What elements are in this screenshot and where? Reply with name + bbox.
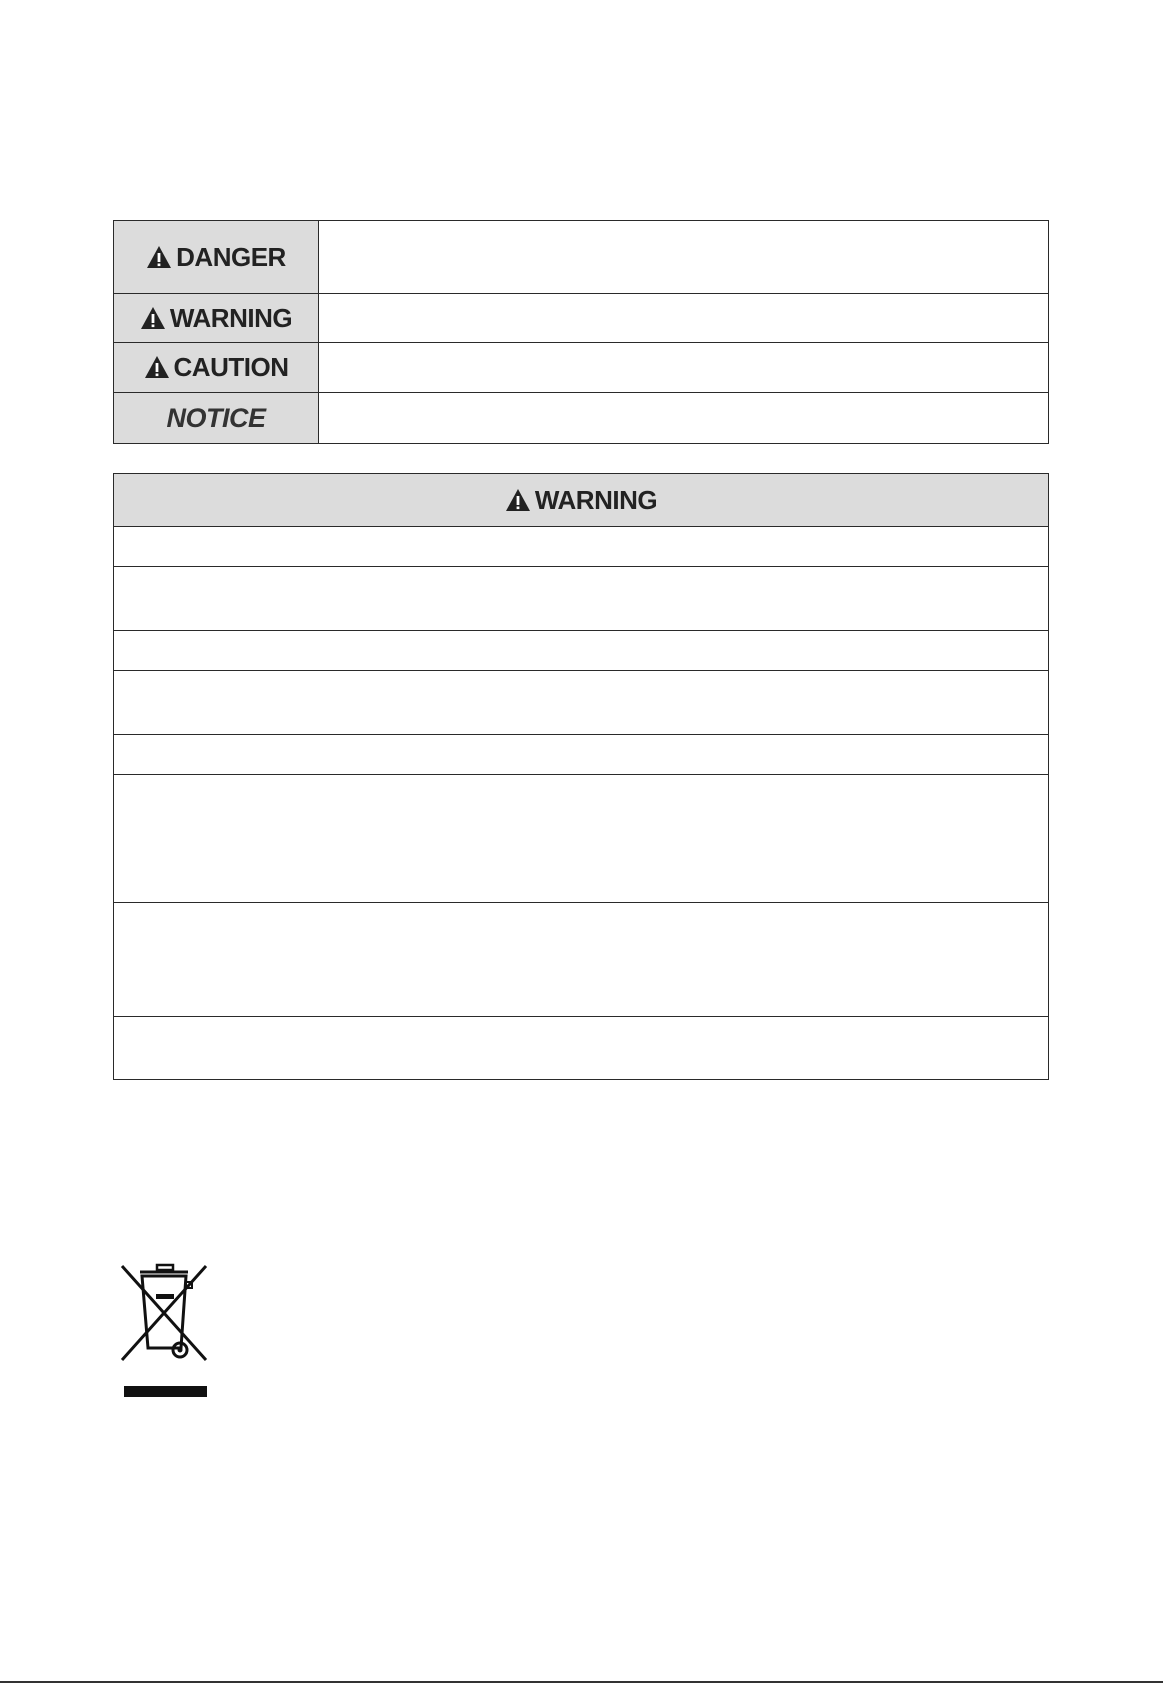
notice-description-cell (319, 393, 1049, 444)
warning-triangle-icon (140, 306, 166, 330)
danger-label-cell (114, 221, 319, 294)
signal-row-notice (114, 393, 1049, 444)
warning-row-cell (114, 527, 1049, 567)
warning-description-cell (319, 294, 1049, 343)
warning-row (114, 1017, 1049, 1080)
warning-row (114, 735, 1049, 775)
crossed-out-wheelie-bin-icon (118, 1262, 212, 1402)
general-warning-table (113, 473, 1049, 1080)
warning-table-title: WARNING (534, 484, 658, 515)
caution-description-cell (319, 343, 1049, 393)
warning-row (114, 631, 1049, 671)
warning-row (114, 527, 1049, 567)
signal-word-table (113, 220, 1049, 444)
warning-table-header-row (114, 474, 1049, 527)
warning-row (114, 671, 1049, 735)
warning-row (114, 903, 1049, 1017)
caution-label-cell (114, 343, 319, 393)
warning-row-cell (114, 631, 1049, 671)
notice-label-cell (114, 393, 319, 444)
signal-row-warning (114, 294, 1049, 343)
notice-signal-word: NOTICE (166, 402, 266, 433)
signal-row-danger (114, 221, 1049, 294)
warning-row (114, 775, 1049, 903)
warning-row (114, 567, 1049, 631)
warning-row-cell (114, 735, 1049, 775)
warning-table-header (114, 474, 1049, 527)
warning-row-cell (114, 567, 1049, 631)
warning-triangle-icon (144, 355, 170, 379)
signal-row-caution (114, 343, 1049, 393)
warning-signal-word: WARNING (169, 302, 293, 333)
warning-row-cell (114, 903, 1049, 1017)
warning-label-cell (114, 294, 319, 343)
danger-signal-word: DANGER (176, 241, 286, 272)
warning-row-cell (114, 1017, 1049, 1080)
caution-signal-word: CAUTION (173, 352, 289, 382)
danger-description-cell (319, 221, 1049, 294)
warning-row-cell (114, 775, 1049, 903)
warning-triangle-icon (505, 488, 531, 512)
warning-row-cell (114, 671, 1049, 735)
page-bottom-rule (0, 1681, 1163, 1683)
warning-triangle-icon (146, 245, 172, 269)
